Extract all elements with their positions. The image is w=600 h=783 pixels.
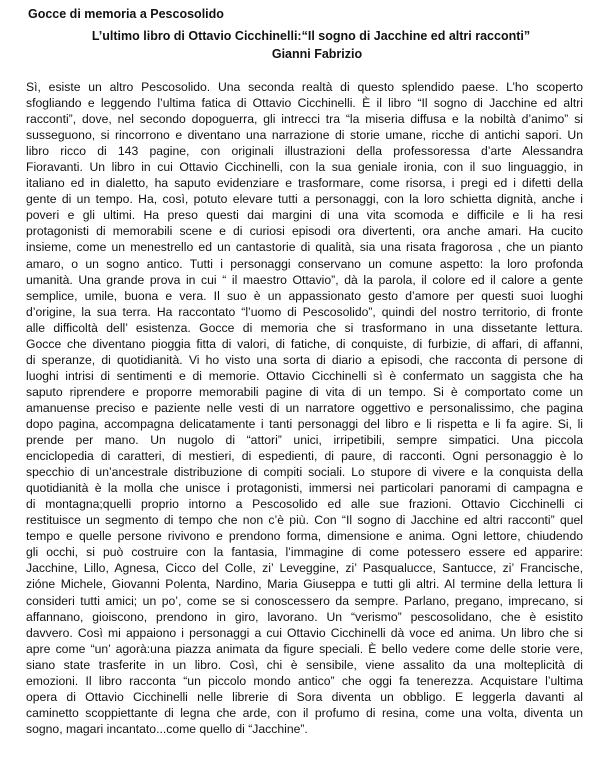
body-line: restituisce un segmento di tempo che non c’è più. Con “Il sogno di Jacchine ed altri racconti” quel bbox=[26, 513, 583, 528]
article-body bbox=[26, 79, 583, 737]
body-line: umanità. Una grande prova in cui “ il maestro Ottavio”, dà la parola, il colore ed il calore a gente bbox=[26, 272, 583, 287]
body-line: caminetto scoppiettante di legna che arde, con il profumo di resina, come una volta, diventa un bbox=[26, 705, 583, 720]
body-line: siano state trasferite in un libro. Così, chi è sensibile, viene assalito da una molteplicità di bbox=[26, 657, 583, 672]
body-line: di montagna;quelli proprio intorno a Pescosolido ed alle sue frazioni. Ottavio Cicchinelli ci bbox=[26, 497, 583, 512]
body-line: emozioni. Il libro racconta “un piccolo mondo antico” che oggi fa tenerezza. Acquistare l’ultima bbox=[26, 673, 583, 688]
body-line: saputo riprendere e proporre memorabili pagine di vita di un tempo. Si è comportato come un bbox=[26, 384, 583, 399]
body-line: dopo pagina, accompagna delicatamente i tanti personaggi del libro e li rispetta e li fa agire. Si, li bbox=[26, 416, 583, 431]
body-line: consideri tutti amici; un po’, come se si conoscessero da sempre. Parlano, pregano, imprecano, si bbox=[26, 593, 583, 608]
body-line: Sì, esiste un altro Pescosolido. Una seconda realtà di questo splendido paese. L’ho scoperto bbox=[26, 80, 583, 94]
body-line: amaro, o un sogno antico. Tutti i personaggi conservano un comune aspetto: la loro profonda bbox=[26, 256, 583, 271]
body-line: apre come “un’ agorà:una piazza animata da figure speciali. È bello vedere come delle storie vere, bbox=[26, 641, 583, 656]
body-line: di speranze, di quotidianità. Vi ho visto una sorta di diario a episodi, che racconta di persone di bbox=[26, 352, 583, 367]
body-line: insieme, come un menestrello ed un cantastorie di qualità, sia una risata fragorosa , che un pianto bbox=[26, 240, 583, 255]
body-line: sfogliando e leggendo l’ultima fatica di Ottavio Cicchinelli. È il libro “Il sogno di Jacchine ed altri bbox=[26, 96, 583, 111]
body-line: zióne Michele, Giovanni Polenta, Nardino, Maria Giuseppa e tutti gli altri. Al termine della lettura li bbox=[26, 577, 583, 592]
body-line: libro ricco di 143 pagine, con originali illustrazioni della professoressa d’arte Alessandra bbox=[26, 144, 583, 159]
body-line: affannano, gioiscono, prendono in giro, lavorano. Un “verismo” pescosolidano, che è esistito bbox=[26, 609, 583, 624]
body-line: quotidianità è la molla che unisce i protagonisti, immersi nei particolari panorami di campagna e bbox=[26, 481, 583, 496]
article-title: L’ultimo libro di Ottavio Cicchinelli:“Il sogno di Jacchine ed altri racconti” bbox=[91, 29, 531, 43]
article-author: Gianni Fabrizio bbox=[271, 47, 363, 61]
body-line: poveri e gli ultimi. Ha preso questi dai margini di una vita scomoda e difficile e li ha resi bbox=[26, 208, 583, 223]
body-line: specchio di un’ancestrale distribuzione di compiti sociali. Lo stupore di vivere e la conquista della bbox=[26, 465, 583, 480]
body-line: luoghi intrisi di sentimenti e di memorie. Ottavio Cicchinelli sì è confermato un saggista che ha bbox=[26, 368, 583, 383]
body-line: racconti”, dove, nel secondo dopoguerra, gli intrecci tra “la miseria diffusa e la nobiltà d’animo” si bbox=[26, 112, 583, 127]
body-line: semplice, umile, buona e vera. Il suo è un appassionato gesto d’amore per questi suoi luoghi bbox=[26, 288, 583, 303]
body-line: enciclopedia di caratteri, di mestieri, di espedienti, di paure, di racconti. Ogni personaggio è lo bbox=[26, 449, 583, 464]
body-line: Gocce che diventano pioggia fitta di valori, di fatiche, di conquiste, di furbizie, di affari, di affanni, bbox=[26, 336, 583, 351]
body-line: susseguono, si rincorrono e diventano una narrazione di storie umane, ricche di antichi sapori. Un bbox=[26, 128, 583, 143]
body-line: Jacchine, Lillo, Agnesa, Cicco del Colle, zi’ Leveggine, zi’ Pasqualucce, Santucce, zi’ Francische, bbox=[26, 561, 583, 576]
body-line: amanuense preciso e paziente nelle vesti di un narratore oggettivo e personalissimo, che pagina bbox=[26, 400, 583, 415]
body-line: prende per mano. Un nugolo di “attori” unici, irripetibili, sempre simpatici. Una piccola bbox=[26, 433, 583, 448]
body-line: davvero. Così mi appaiono i personaggi a cui Ottavio Cicchinelli dà voce ed anima. Un libro che si bbox=[26, 625, 583, 640]
body-line: Fioravanti. Un libro in cui Ottavio Cicchinelli, con la sua geniale ironia, con il suo linguaggio, in bbox=[26, 160, 583, 175]
body-line: protagonisti di memorabili scene e di curiosi episodi ora divertenti, ora anche amari. Ha cucito bbox=[26, 224, 583, 239]
body-line: italiano ed in dialetto, ha saputo evidenziare e trasformare, come risorsa, i pregi ed i difetti della bbox=[26, 176, 583, 191]
body-line: tempo e quelle persone rivivono e prendono forma, dimensione e anima. Ogni lettore, chiudendo bbox=[26, 529, 583, 544]
article-kicker: Gocce di memoria a Pescosolido bbox=[28, 7, 224, 21]
body-line: gente di un tempo. Ha, così, potuto elevare tutti a personaggi, con la loro schietta dignità, anche i bbox=[26, 192, 583, 207]
body-line: alle difficoltà dell’ esistenza. Gocce di memoria che si trasformano in una dissetante lettura. bbox=[26, 320, 583, 335]
body-line: gli occhi, si può costruire con la fantasia, l’immagine di come potessero essere ed apparire: bbox=[26, 545, 583, 560]
body-line: opera di Ottavio Cicchinelli nelle librerie di Sora diventa un obbligo. E leggerla davanti al bbox=[26, 689, 583, 704]
body-line: d’origine, la sua terra. Ha raccontato “l’uomo di Pescosolido”, quindi del nostro territorio, di fronte bbox=[26, 304, 583, 319]
body-line: sogno, magari incantato...come quello di “Jacchine”. bbox=[26, 721, 308, 736]
